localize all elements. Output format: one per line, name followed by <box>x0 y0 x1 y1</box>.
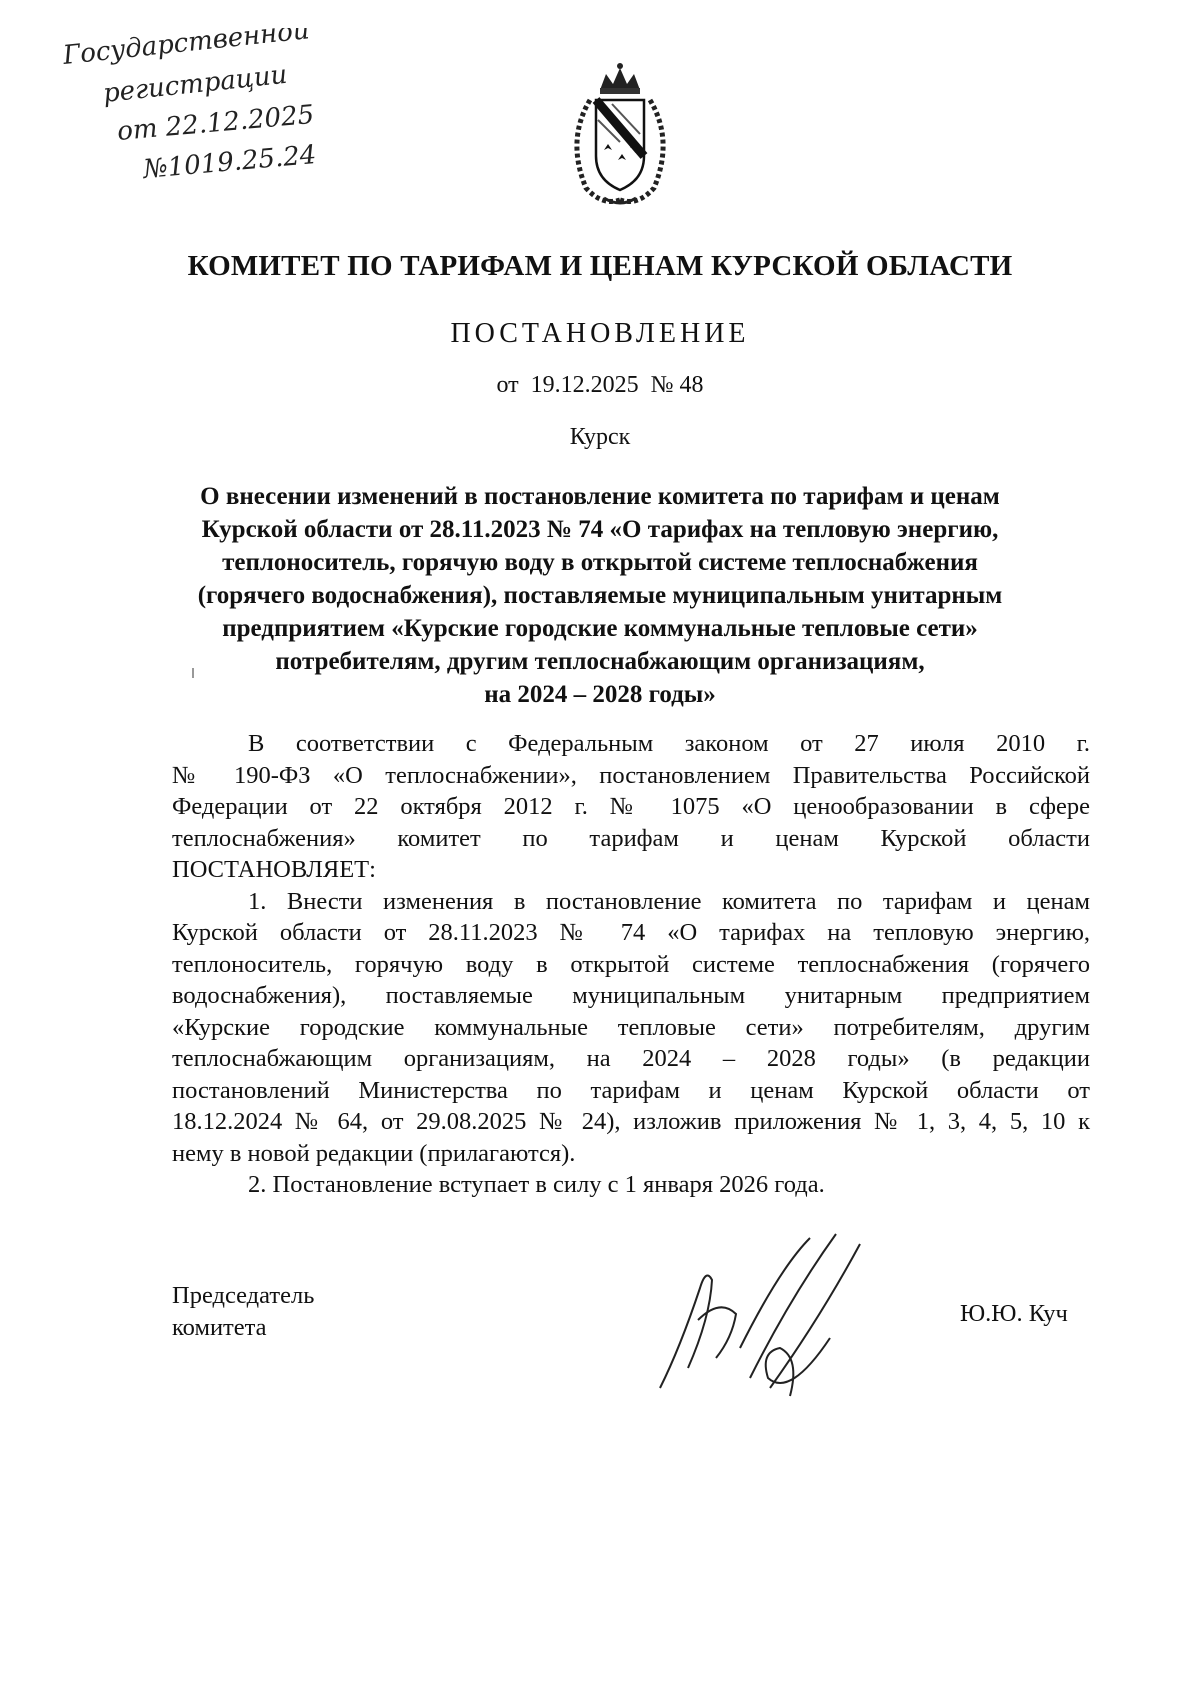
body-line: ПОСТАНОВЛЯЕТ: <box>172 856 376 883</box>
document-title <box>180 480 1020 711</box>
body-line: теплоноситель, горячую воду в открытой системе теплоснабжения (горячего <box>172 950 1090 978</box>
note-line-2: регистрации <box>101 59 289 109</box>
body-line: № 190-ФЗ «О теплоснабжении», постановлением Правительства Российской <box>172 761 1090 789</box>
body-line: Федерации от 22 октября 2012 г. № 1075 «О ценообразовании в сфере <box>172 793 1090 820</box>
title-line: (горячего водоснабжения), поставляемые муниципальным унитарным <box>197 582 1003 609</box>
title-line: на 2024 – 2028 годы» <box>484 681 716 708</box>
date-prefix: от <box>496 372 519 398</box>
body-line: теплоснабжения» комитет по тарифам и ценам Курской области <box>172 824 1090 852</box>
document-date: 19.12.2025 <box>530 372 639 398</box>
body-line: В соответствии с Федеральным законом от 27 июля 2010 г. <box>248 730 1090 757</box>
position-line-2: комитета <box>172 1314 267 1341</box>
handwritten-note-drawing <box>58 28 388 188</box>
signatory-position <box>172 1280 314 1344</box>
document-date-line <box>0 372 1200 399</box>
document-number: № 48 <box>650 372 704 398</box>
body-line: 1. Внести изменения в постановление комитета по тарифам и ценам <box>248 887 1090 915</box>
body-line: 18.12.2024 № 64, от 29.08.2025 № 24), изложив приложения № 1, 3, 4, 5, 10 к <box>172 1108 1090 1135</box>
signatory-name: Ю.Ю. Куч <box>960 1300 1068 1327</box>
registration-handwritten-note <box>58 28 388 188</box>
position-line-1: Председатель <box>172 1282 315 1309</box>
body-line: постановлений Министерства по тарифам и ценам Курской области от <box>172 1076 1090 1104</box>
handwritten-signature <box>640 1228 900 1398</box>
agency-name: КОМИТЕТ ПО ТАРИФАМ И ЦЕНАМ КУРСКОЙ ОБЛАСТИ <box>187 250 1013 282</box>
body-line: «Курские городские коммунальные тепловые сети» потребителям, другим <box>172 1013 1090 1041</box>
title-line: предприятием «Курские городские коммунальные тепловые сети» <box>222 615 978 642</box>
document-body <box>172 728 1090 1201</box>
body-line: Курской области от 28.11.2023 № 74 «О тарифах на тепловую энергию, <box>172 919 1090 946</box>
title-line: потребителям, другим теплоснабжающим организациям, <box>275 648 925 675</box>
body-line: теплоснабжающим организациям, на 2024 – 2028 годы» (в редакции <box>172 1045 1090 1072</box>
note-line-1: Государственной <box>61 28 311 71</box>
note-line-4: №1019.25.24 <box>141 139 318 185</box>
city: Курск <box>569 424 631 450</box>
body-line: 2. Постановление вступает в силу с 1 января 2026 года. <box>248 1171 825 1198</box>
kursk-coat-of-arms-icon <box>560 60 680 210</box>
body-line: нему в новой редакции (прилагаются). <box>172 1139 576 1167</box>
title-line: теплоноситель, горячую воду в открытой системе теплоснабжения <box>222 549 978 576</box>
title-line: О внесении изменений в постановление комитета по тарифам и ценам <box>200 483 1000 510</box>
body-line: водоснабжения), поставляемые муниципальным унитарным предприятием <box>172 982 1090 1009</box>
scan-mark <box>192 668 194 678</box>
document-type: ПОСТАНОВЛЕНИЕ <box>450 318 750 349</box>
title-line: Курской области от 28.11.2023 № 74 «О тарифах на тепловую энергию, <box>201 516 999 543</box>
note-line-3: от 22.12.2025 <box>115 99 316 147</box>
